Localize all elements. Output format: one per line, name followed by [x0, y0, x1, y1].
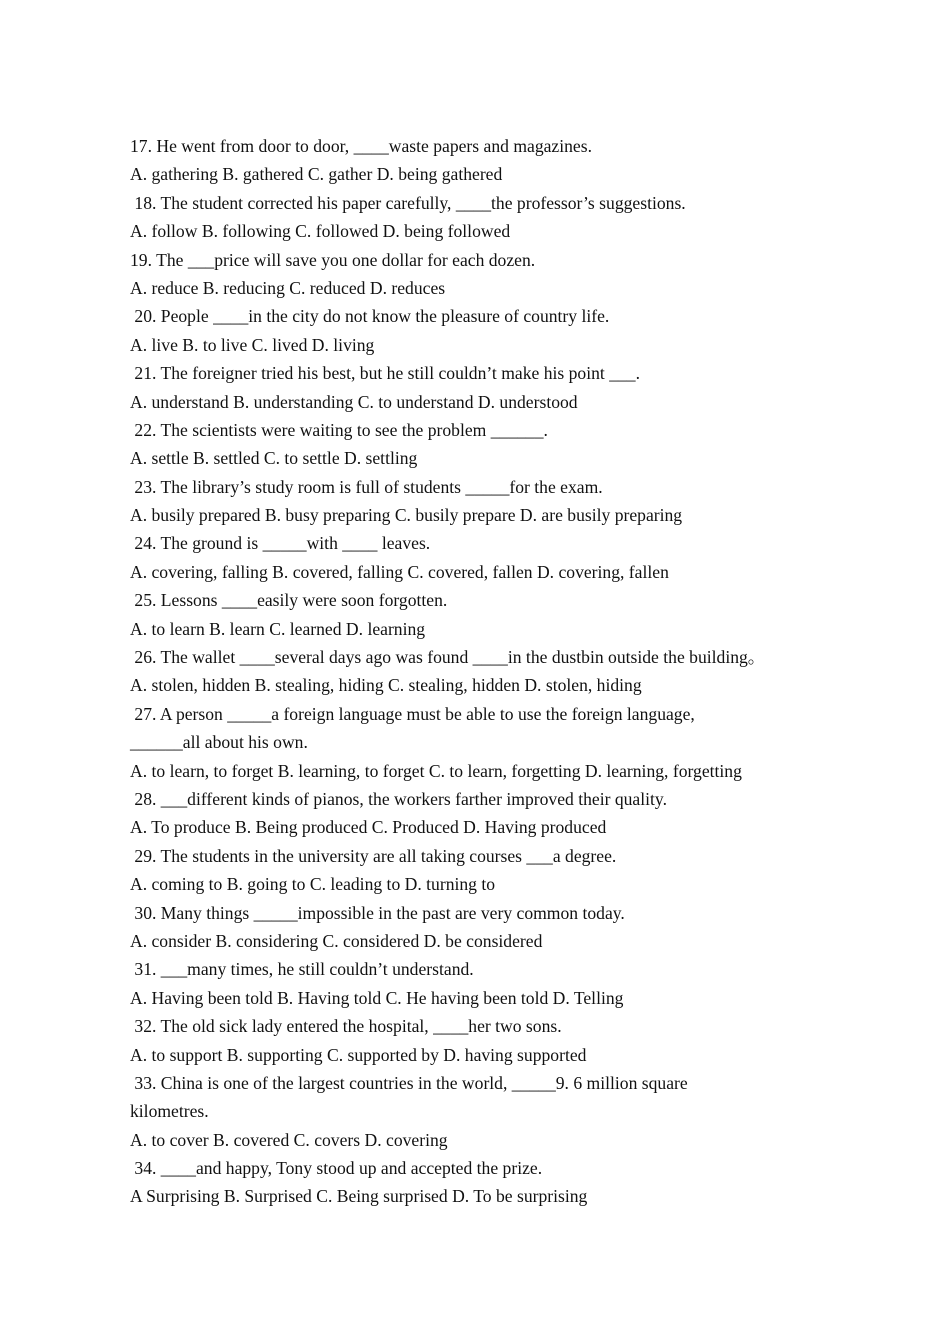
question-30: 30. Many things _____impossible in the past are very common today. [130, 902, 625, 923]
question-18: 18. The student corrected his paper carefully, ____the professor’s suggestions. [130, 192, 686, 213]
question-29: 29. The students in the university are all taking courses ___a degree. [130, 845, 617, 866]
options-27: A. to learn, to forget B. learning, to forget C. to learn, forgetting D. learning, forgetting [130, 760, 742, 781]
options-23: A. busily prepared B. busy preparing C. busily prepare D. are busily preparing [130, 505, 683, 526]
question-17: 17. He went from door to door, ____waste papers and magazines. [130, 136, 592, 156]
question-20: 20. People ____in the city do not know the pleasure of country life. [130, 306, 610, 327]
question-34: 34. ____and happy, Tony stood up and accepted the prize. [130, 1158, 543, 1179]
question-32: 32. The old sick lady entered the hospital, ____her two sons. [130, 1016, 562, 1037]
options-21: A. understand B. understanding C. to understand D. understood [130, 391, 578, 412]
options-24: A. covering, falling B. covered, falling C. covered, fallen D. covering, fallen [130, 561, 669, 582]
question-19: 19. The ___price will save you one dollar for each dozen. [130, 249, 536, 270]
options-22: A. settle B. settled C. to settle D. settling [130, 448, 418, 469]
question-23: 23. The library’s study room is full of students _____for the exam. [130, 476, 603, 497]
question-28: 28. ___different kinds of pianos, the workers farther improved their quality. [130, 788, 667, 809]
question-33: 33. China is one of the largest countries in the world, _____9. 6 million square [130, 1072, 688, 1093]
options-28: A. To produce B. Being produced C. Produced D. Having produced [130, 817, 607, 838]
options-30: A. consider B. considering C. considered D. be considered [130, 930, 543, 951]
options-19: A. reduce B. reducing C. reduced D. reduces [130, 277, 446, 298]
question-26: 26. The wallet ____several days ago was found ____in the dustbin outside the building。 [130, 647, 766, 668]
question-22: 22. The scientists were waiting to see the problem ______. [130, 419, 548, 440]
question-27-continued: ______all about his own. [130, 732, 308, 753]
question-27: 27. A person _____a foreign language must be able to use the foreign language, [130, 703, 695, 724]
options-17: A. gathering B. gathered C. gather D. being gathered [130, 164, 503, 185]
options-25: A. to learn B. learn C. learned D. learning [130, 618, 426, 639]
options-34: A Surprising B. Surprised C. Being surprised D. To be surprising [130, 1186, 588, 1207]
document-page [130, 132, 830, 1211]
options-18: A. follow B. following C. followed D. being followed [130, 221, 511, 242]
options-31: A. Having been told B. Having told C. He having been told D. Telling [130, 987, 624, 1008]
options-26: A. stolen, hidden B. stealing, hiding C. stealing, hidden D. stolen, hiding [130, 675, 642, 696]
options-20: A. live B. to live C. lived D. living [130, 334, 375, 355]
options-33: A. to cover B. covered C. covers D. covering [130, 1129, 448, 1150]
question-31: 31. ___many times, he still couldn’t understand. [130, 959, 474, 980]
options-32: A. to support B. supporting C. supported by D. having supported [130, 1044, 587, 1065]
question-25: 25. Lessons ____easily were soon forgotten. [130, 590, 448, 611]
question-24: 24. The ground is _____with ____ leaves. [130, 533, 431, 554]
question-21: 21. The foreigner tried his best, but he still couldn’t make his point ___. [130, 363, 640, 384]
question-33-continued: kilometres. [130, 1101, 209, 1122]
options-29: A. coming to B. going to C. leading to D. turning to [130, 874, 496, 895]
